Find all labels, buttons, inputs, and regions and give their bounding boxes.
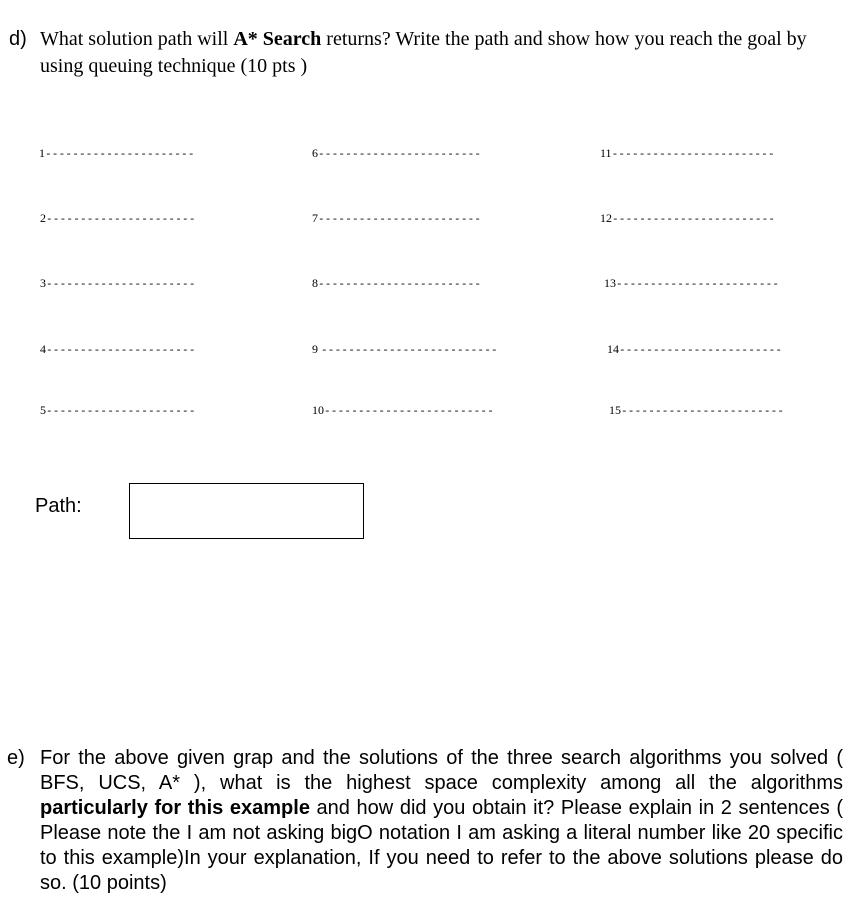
question-e-emphasis: particularly for this example — [40, 797, 310, 819]
blank-number: 3 — [40, 276, 46, 290]
blank-line: ------------------------- — [324, 406, 495, 418]
blank-line: ---------------------- — [46, 345, 196, 357]
question-e-text-end: and how did you obtain it? Please explain in 2 sentences ( Please note the I am not asking bigO notation I am asking a literal number like 20 specific to this example)In your explanation, If you need to refer to the above solutions please do so. (10 points) — [40, 797, 843, 894]
question-d-marker: d) — [9, 28, 27, 50]
blank-number: 10 — [312, 403, 324, 417]
blank-number: 5 — [40, 403, 46, 417]
blank-line: -------------------------- — [321, 345, 498, 357]
question-e-text-start: For the above given grap and the solutions of the three search algorithms you solved ( BFS, UCS, A* ), what is the highest space complexity among all the algorithms — [40, 747, 843, 794]
blank-number: 8 — [312, 276, 318, 290]
blank-line: ------------------------ — [318, 279, 482, 291]
answer-blank-14[interactable] — [607, 342, 782, 358]
blank-number: 11 — [600, 146, 612, 160]
answer-blank-9[interactable] — [312, 342, 498, 358]
answer-blank-2[interactable] — [40, 211, 196, 227]
blank-line: ------------------------ — [612, 214, 776, 226]
blank-number: 1 — [39, 146, 45, 160]
question-e-text — [40, 746, 843, 896]
question-e — [7, 746, 843, 896]
blank-line: ------------------------ — [318, 149, 482, 161]
question-d-text-start: What solution path will — [40, 28, 234, 50]
question-d-algorithm: A* Search — [233, 28, 322, 50]
blank-number: 15 — [609, 403, 621, 417]
question-d-text — [40, 26, 829, 80]
path-label: Path: — [35, 495, 82, 517]
blank-number: 2 — [40, 211, 46, 225]
blank-line: ------------------------ — [619, 345, 783, 357]
answer-blank-13[interactable] — [604, 276, 779, 292]
blank-line: ---------------------- — [46, 406, 196, 418]
blank-line: ---------------------- — [45, 149, 195, 161]
answer-blank-15[interactable] — [609, 403, 784, 419]
answer-blank-11[interactable] — [600, 146, 775, 162]
answer-blank-5[interactable] — [40, 403, 196, 419]
blank-number: 4 — [40, 342, 46, 356]
answer-blank-8[interactable] — [312, 276, 481, 292]
blank-number: 14 — [607, 342, 619, 356]
blank-line: ------------------------ — [611, 149, 775, 161]
blank-line: ------------------------ — [318, 214, 482, 226]
blank-number: 12 — [600, 211, 612, 225]
answer-blank-6[interactable] — [312, 146, 481, 162]
blank-line: ------------------------ — [616, 279, 780, 291]
blank-line: ---------------------- — [46, 279, 196, 291]
answer-blank-1[interactable] — [39, 146, 195, 162]
blank-number: 13 — [604, 276, 616, 290]
blank-line: ---------------------- — [46, 214, 196, 226]
blank-number: 7 — [312, 211, 318, 225]
answer-blank-7[interactable] — [312, 211, 481, 227]
question-d-text-end: returns? Write the path and show how you reach the goal by using queuing technique (10 pts ) — [40, 28, 807, 77]
question-d — [9, 26, 829, 80]
answer-blank-4[interactable] — [40, 342, 196, 358]
answer-blank-10[interactable] — [312, 403, 494, 419]
blank-line: ------------------------ — [621, 406, 785, 418]
path-answer-box[interactable] — [129, 483, 364, 539]
question-e-marker: e) — [7, 747, 25, 769]
blank-number: 6 — [312, 146, 318, 160]
answer-blank-3[interactable] — [40, 276, 196, 292]
answer-blank-12[interactable] — [600, 211, 775, 227]
blank-number: 9 — [312, 342, 321, 356]
